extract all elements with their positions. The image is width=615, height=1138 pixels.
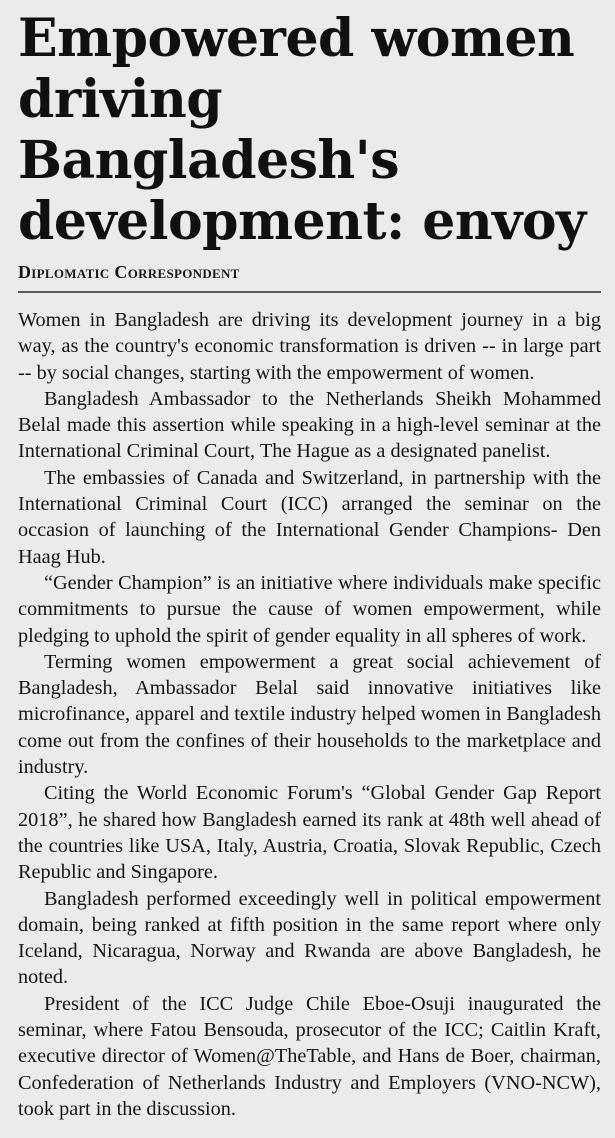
article-paragraph: Bangladesh Ambassador to the Netherlands Sheikh Mohammed Belal made this assertion while speaking in a high-level seminar at the International Criminal Court, The Hague as a designated panelist. — [18, 387, 601, 463]
article-paragraph: Bangladesh performed exceedingly well in political empowerment domain, being ranked at fifth position in the same report where only Iceland, Nicaragua, Norway and Rwanda are above Bangladesh, he noted. — [18, 887, 601, 989]
byline: Diplomatic Correspondent — [18, 262, 601, 293]
article-paragraph: The embassies of Canada and Switzerland, in partnership with the International Criminal Court (ICC) arranged the seminar on the occasion of launching of the International Gender Champions- Den Haag Hub. — [18, 466, 601, 568]
article-paragraph: Women in Bangladesh are driving its development journey in a big way, as the country's economic transformation is driven -- in large part -- by social changes, starting with the empowerment of women. — [18, 309, 601, 384]
article-paragraph: Terming women empowerment a great social achievement of Bangladesh, Ambassador Belal said innovative initiatives like microfinance, apparel and textile industry helped women in Bangladesh come out from the confines of their households to the marketplace and industry. — [18, 650, 601, 779]
article-paragraph: Citing the World Economic Forum's “Global Gender Gap Report 2018”, he shared how Bangladesh earned its rank at 48th well ahead of the countries like USA, Italy, Austria, Croatia, Slovak Republic, Czech Republic and Singapore. — [18, 782, 601, 884]
article-body — [18, 307, 601, 1122]
article-paragraph: “Gender Champion” is an initiative where individuals make specific commitments to pursue the cause of women empowerment, while pledging to uphold the spirit of gender equality in all spheres of work. — [18, 571, 601, 647]
article-paragraph: President of the ICC Judge Chile Eboe-Osuji inaugurated the seminar, where Fatou Bensouda, prosecutor of the ICC; Caitlin Kraft, executive director of Women@TheTable, and Hans de Boer, chairman, Confederation of Netherlands Industry and Employers (VNO-NCW), took part in the discussion. — [18, 992, 601, 1120]
headline: Empowered women driving Bangladesh's development: envoy — [18, 8, 586, 252]
